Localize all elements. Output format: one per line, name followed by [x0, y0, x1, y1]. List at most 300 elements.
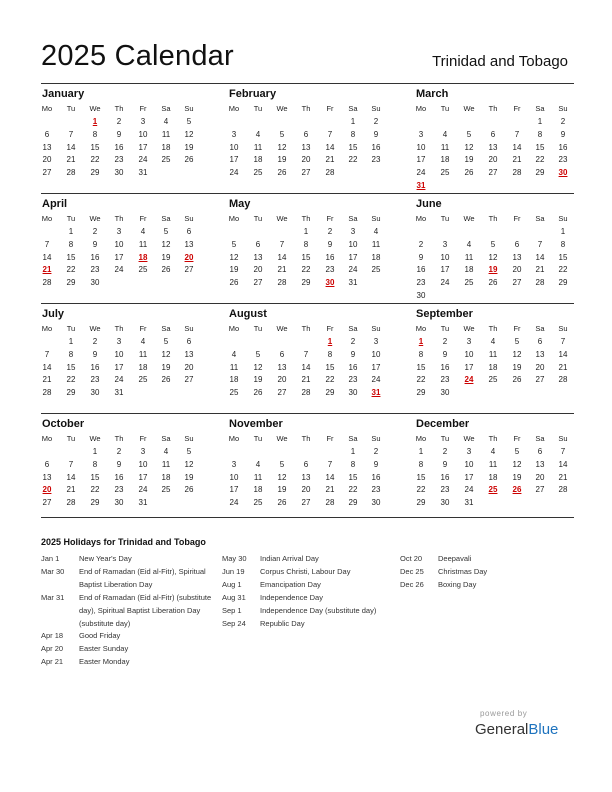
day-cell: 28 [512, 168, 522, 178]
weekday-label: Sa [535, 214, 545, 223]
day-cell: 13 [535, 349, 545, 359]
day-cell: 12 [277, 472, 287, 482]
day-cell: 3 [442, 239, 448, 249]
day-cell: 18 [138, 362, 148, 372]
weekday-label: Th [301, 214, 311, 223]
day-cell: 27 [301, 498, 311, 508]
month-name: September [416, 308, 473, 320]
day-cell: 1 [350, 117, 356, 126]
holiday-date: Aug 31 [222, 592, 246, 602]
day-cell: 26 [184, 485, 194, 495]
day-cell: 14 [325, 472, 335, 482]
day-cell: 22 [301, 265, 311, 275]
day-cell: 17 [114, 362, 124, 372]
day-cell: 24 [371, 375, 381, 385]
day-cell: 3 [116, 337, 122, 346]
weekday-label: We [463, 324, 475, 333]
holiday-day: 20 [42, 485, 52, 495]
day-cell: 14 [277, 252, 287, 262]
day-cell: 18 [161, 472, 171, 482]
day-cell: 19 [253, 375, 263, 385]
day-cell: 5 [514, 337, 520, 346]
day-cell: 26 [277, 498, 287, 508]
weekday-label: We [276, 214, 288, 223]
calendar-grid [41, 84, 574, 518]
holiday-item [222, 579, 397, 592]
holiday-day: 1 [327, 337, 333, 346]
day-cell: 10 [138, 129, 148, 139]
day-cell: 19 [161, 252, 171, 262]
day-cell: 20 [512, 265, 522, 275]
day-cell: 9 [373, 129, 379, 139]
day-cell: 1 [92, 447, 98, 456]
month-name: June [416, 198, 442, 210]
day-cell: 25 [138, 265, 148, 275]
holiday-day: 31 [416, 181, 426, 190]
day-cell: 18 [440, 155, 450, 165]
day-cell: 18 [161, 142, 171, 152]
day-cell: 4 [255, 459, 261, 469]
weekday-label: We [463, 214, 475, 223]
day-cell: 6 [490, 129, 496, 139]
day-cell: 3 [140, 117, 146, 126]
day-cell: 23 [90, 375, 100, 385]
day-cell: 26 [464, 168, 474, 178]
holiday-date: Apr 20 [41, 644, 64, 654]
day-cell: 8 [418, 459, 424, 469]
holiday-item [222, 605, 397, 618]
holiday-name: Independence Day [260, 592, 323, 602]
day-cell: 9 [92, 349, 98, 359]
day-cell: 10 [464, 459, 474, 469]
day-cell: 13 [42, 142, 52, 152]
day-cell: 3 [231, 459, 237, 469]
day-cell: 26 [229, 278, 239, 288]
day-cell: 31 [348, 278, 358, 288]
weekday-label: Sa [161, 324, 171, 333]
weekday-label: Mo [415, 324, 427, 333]
day-cell: 8 [68, 239, 74, 249]
holiday-name: Independence Day (substitute day) [260, 605, 377, 615]
day-cell: 28 [325, 498, 335, 508]
day-cell: 17 [138, 472, 148, 482]
day-cell: 6 [44, 129, 50, 139]
day-cell: 16 [90, 362, 100, 372]
day-cell: 23 [114, 155, 124, 165]
generalblue-logo[interactable] [475, 721, 558, 738]
day-cell: 18 [488, 362, 498, 372]
weekday-label: Su [371, 434, 381, 443]
weekday-label: Sa [535, 324, 545, 333]
day-cell: 16 [114, 472, 124, 482]
day-cell: 28 [325, 168, 335, 178]
day-cell: 13 [535, 459, 545, 469]
day-cell: 27 [535, 375, 545, 385]
day-cell: 29 [301, 278, 311, 288]
weekday-label: Th [488, 104, 498, 113]
day-cell: 17 [229, 155, 239, 165]
day-cell: 16 [325, 252, 335, 262]
month-name: November [229, 418, 283, 430]
day-cell: 23 [558, 155, 568, 165]
day-cell: 28 [42, 388, 52, 398]
day-cell: 30 [114, 498, 124, 508]
day-cell: 15 [348, 142, 358, 152]
day-cell: 28 [66, 168, 76, 178]
day-cell: 19 [512, 472, 522, 482]
day-cell: 6 [303, 459, 309, 469]
weekday-label: Th [114, 324, 124, 333]
day-cell: 8 [303, 239, 309, 249]
weekday-label: Su [558, 434, 568, 443]
day-cell: 4 [163, 117, 169, 126]
holiday-day: 20 [184, 252, 194, 262]
day-cell: 3 [466, 337, 472, 346]
month-name: December [416, 418, 470, 430]
day-cell: 8 [92, 459, 98, 469]
weekday-label: Su [184, 324, 194, 333]
day-cell: 9 [418, 252, 424, 262]
day-cell: 7 [44, 239, 50, 249]
holiday-item [222, 618, 397, 631]
day-cell: 19 [512, 362, 522, 372]
day-cell: 23 [371, 485, 381, 495]
holiday-column [400, 553, 570, 592]
day-cell: 28 [277, 278, 287, 288]
holiday-item [222, 592, 397, 605]
holiday-day: 30 [558, 168, 568, 178]
day-cell: 27 [512, 278, 522, 288]
day-cell: 24 [440, 278, 450, 288]
day-cell: 14 [301, 362, 311, 372]
weekday-label: Th [301, 434, 311, 443]
day-cell: 9 [373, 459, 379, 469]
day-cell: 8 [560, 239, 566, 249]
weekday-label: Fr [326, 434, 334, 443]
holiday-name: Good Friday [79, 631, 121, 641]
day-cell: 7 [68, 129, 74, 139]
day-cell: 23 [348, 375, 358, 385]
holiday-date: Dec 26 [400, 579, 424, 589]
day-cell: 7 [303, 349, 309, 359]
day-cell: 18 [253, 155, 263, 165]
day-cell: 10 [464, 349, 474, 359]
day-cell: 26 [161, 265, 171, 275]
day-cell: 25 [253, 498, 263, 508]
day-cell: 7 [514, 129, 520, 139]
day-cell: 13 [184, 349, 194, 359]
day-cell: 22 [348, 485, 358, 495]
brand-general-text: General [475, 721, 529, 738]
day-cell: 2 [418, 239, 424, 249]
day-cell: 30 [371, 498, 381, 508]
day-cell: 22 [325, 375, 335, 385]
day-cell: 17 [371, 362, 381, 372]
weekday-label: Tu [253, 324, 263, 333]
day-cell: 17 [229, 485, 239, 495]
day-cell: 15 [416, 472, 426, 482]
holiday-name: Easter Sunday [79, 644, 129, 654]
day-cell: 27 [301, 168, 311, 178]
holiday-column [41, 553, 216, 669]
day-cell: 4 [373, 227, 379, 236]
day-cell: 14 [42, 252, 52, 262]
weekday-label: Mo [415, 434, 427, 443]
month-row [41, 414, 574, 518]
day-cell: 1 [68, 337, 74, 346]
day-cell: 2 [92, 337, 98, 346]
day-cell: 3 [373, 337, 379, 346]
weekday-label: Mo [228, 434, 240, 443]
day-cell: 14 [558, 459, 568, 469]
day-cell: 3 [116, 227, 122, 236]
day-cell: 20 [535, 472, 545, 482]
day-cell: 15 [535, 142, 545, 152]
day-cell: 10 [114, 349, 124, 359]
day-cell: 28 [558, 485, 568, 495]
day-cell: 2 [373, 447, 379, 456]
holiday-item [41, 592, 216, 631]
day-cell: 27 [42, 498, 52, 508]
day-cell: 4 [466, 239, 472, 249]
day-cell: 5 [186, 117, 192, 126]
day-cell: 16 [371, 472, 381, 482]
day-cell: 5 [255, 349, 261, 359]
day-cell: 4 [163, 447, 169, 456]
day-cell: 7 [537, 239, 543, 249]
day-cell: 16 [416, 265, 426, 275]
day-cell: 5 [279, 129, 285, 139]
day-cell: 8 [537, 129, 543, 139]
weekday-label: Tu [66, 214, 76, 223]
day-cell: 18 [488, 472, 498, 482]
month-name: April [42, 198, 68, 210]
day-cell: 21 [558, 362, 568, 372]
weekday-label: Th [301, 104, 311, 113]
day-cell: 21 [277, 265, 287, 275]
day-cell: 24 [229, 498, 239, 508]
day-cell: 3 [140, 447, 146, 456]
holiday-item [41, 566, 216, 592]
day-cell: 13 [184, 239, 194, 249]
day-cell: 8 [418, 349, 424, 359]
day-cell: 20 [301, 155, 311, 165]
day-cell: 6 [514, 239, 520, 249]
day-cell: 27 [535, 485, 545, 495]
day-cell: 12 [464, 142, 474, 152]
day-cell: 9 [442, 349, 448, 359]
day-cell: 31 [464, 498, 474, 508]
day-cell: 5 [490, 239, 496, 249]
weekday-label: Tu [66, 104, 76, 113]
weekday-label: We [463, 104, 475, 113]
holidays-heading: 2025 Holidays for Trinidad and Tobago [41, 537, 206, 547]
day-cell: 29 [66, 388, 76, 398]
day-cell: 31 [138, 498, 148, 508]
holiday-item [41, 643, 216, 656]
weekday-label: Mo [228, 324, 240, 333]
day-cell: 23 [90, 265, 100, 275]
weekday-label: Fr [139, 324, 147, 333]
day-cell: 17 [138, 142, 148, 152]
day-cell: 10 [114, 239, 124, 249]
day-cell: 16 [440, 362, 450, 372]
day-cell: 1 [560, 227, 566, 236]
day-cell: 25 [464, 278, 474, 288]
weekday-label: Sa [348, 214, 358, 223]
day-cell: 30 [440, 388, 450, 398]
day-cell: 2 [350, 337, 356, 346]
day-cell: 29 [416, 388, 426, 398]
day-cell: 11 [138, 239, 148, 249]
day-cell: 25 [161, 485, 171, 495]
holiday-date: Oct 20 [400, 554, 423, 563]
day-cell: 5 [186, 447, 192, 456]
holiday-date: Apr 21 [41, 657, 64, 667]
day-cell: 15 [325, 362, 335, 372]
day-cell: 10 [440, 252, 450, 262]
day-cell: 21 [325, 485, 335, 495]
weekday-label: Th [114, 434, 124, 443]
day-cell: 20 [277, 375, 287, 385]
day-cell: 30 [90, 278, 100, 288]
weekday-label: We [89, 434, 101, 443]
weekday-label: Fr [326, 104, 334, 113]
weekday-label: Fr [326, 324, 334, 333]
day-cell: 8 [92, 129, 98, 139]
day-cell: 1 [350, 447, 356, 456]
weekday-label: We [276, 324, 288, 333]
weekday-label: Tu [440, 324, 450, 333]
day-cell: 7 [327, 129, 333, 139]
day-cell: 11 [161, 459, 171, 469]
day-cell: 28 [535, 278, 545, 288]
weekday-label: Mo [415, 104, 427, 113]
weekday-label: Su [371, 104, 381, 113]
weekday-label: Th [114, 104, 124, 113]
day-cell: 12 [512, 349, 522, 359]
weekday-label: Tu [66, 324, 76, 333]
day-cell: 5 [514, 447, 520, 456]
day-cell: 27 [184, 265, 194, 275]
weekday-label: Fr [513, 214, 521, 223]
day-cell: 21 [558, 472, 568, 482]
day-cell: 26 [277, 168, 287, 178]
day-cell: 29 [348, 498, 358, 508]
day-cell: 16 [114, 142, 124, 152]
day-cell: 17 [464, 472, 474, 482]
holiday-name: End of Ramadan (Eid al-Fitr), Spiritual Baptist Liberation Day [79, 566, 206, 589]
day-cell: 11 [440, 142, 450, 152]
weekday-label: Sa [535, 434, 545, 443]
day-cell: 5 [163, 227, 169, 236]
month-name: March [416, 88, 449, 100]
day-cell: 3 [350, 227, 356, 236]
day-cell: 24 [464, 485, 474, 495]
weekday-label: Fr [513, 104, 521, 113]
holiday-day: 21 [42, 265, 52, 275]
day-cell: 20 [253, 265, 263, 275]
day-cell: 2 [116, 117, 122, 126]
holiday-name: Deepavali [438, 554, 472, 563]
day-cell: 6 [537, 337, 543, 346]
day-cell: 4 [442, 129, 448, 139]
day-cell: 4 [255, 129, 261, 139]
weekday-label: Sa [535, 104, 545, 113]
holiday-item [41, 553, 216, 566]
day-cell: 2 [442, 447, 448, 456]
holiday-date: Aug 1 [222, 579, 242, 589]
holiday-name: End of Ramadan (Eid al-Fitr) (substitute day), Spiritual Baptist Liberation Day (substitute day) [79, 592, 212, 628]
day-cell: 26 [161, 375, 171, 385]
day-cell: 19 [161, 362, 171, 372]
weekday-label: Tu [253, 214, 263, 223]
month-row [41, 84, 574, 194]
weekday-label: Tu [440, 214, 450, 223]
holiday-day: 18 [138, 252, 148, 262]
country-name: Trinidad and Tobago [432, 53, 568, 70]
day-cell: 11 [464, 252, 474, 262]
day-cell: 24 [114, 375, 124, 385]
day-cell: 25 [138, 375, 148, 385]
month-name: January [42, 88, 85, 100]
day-cell: 13 [42, 472, 52, 482]
day-cell: 1 [303, 227, 309, 236]
weekday-label: Sa [161, 434, 171, 443]
day-cell: 21 [512, 155, 522, 165]
day-cell: 7 [560, 337, 566, 346]
weekday-label: Mo [41, 214, 53, 223]
day-cell: 3 [466, 447, 472, 456]
weekday-label: Mo [228, 214, 240, 223]
holiday-date: Dec 25 [400, 566, 424, 576]
weekday-label: We [89, 324, 101, 333]
weekday-label: Sa [161, 104, 171, 113]
weekday-label: Fr [513, 324, 521, 333]
day-cell: 6 [537, 447, 543, 456]
day-cell: 1 [68, 227, 74, 236]
weekday-label: Mo [41, 324, 53, 333]
month-name: August [229, 308, 267, 320]
weekday-label: Su [184, 104, 194, 113]
day-cell: 18 [464, 265, 474, 275]
day-cell: 17 [416, 155, 426, 165]
day-cell: 21 [301, 375, 311, 385]
day-cell: 25 [440, 168, 450, 178]
day-cell: 28 [66, 498, 76, 508]
holiday-name: Corpus Christi, Labour Day [260, 566, 351, 576]
day-cell: 4 [490, 447, 496, 456]
weekday-label: Sa [348, 434, 358, 443]
holiday-day: 30 [325, 278, 335, 288]
day-cell: 4 [140, 227, 146, 236]
day-cell: 2 [442, 337, 448, 346]
day-cell: 6 [44, 459, 50, 469]
day-cell: 19 [277, 485, 287, 495]
day-cell: 30 [90, 388, 100, 398]
day-cell: 28 [558, 375, 568, 385]
month-name: February [229, 88, 277, 100]
day-cell: 5 [231, 239, 237, 249]
weekday-label: We [276, 104, 288, 113]
day-cell: 21 [66, 485, 76, 495]
day-cell: 20 [488, 155, 498, 165]
day-cell: 1 [537, 117, 543, 126]
weekday-label: Su [371, 214, 381, 223]
holiday-date: May 30 [222, 554, 247, 563]
weekday-label: We [276, 434, 288, 443]
day-cell: 8 [350, 459, 356, 469]
